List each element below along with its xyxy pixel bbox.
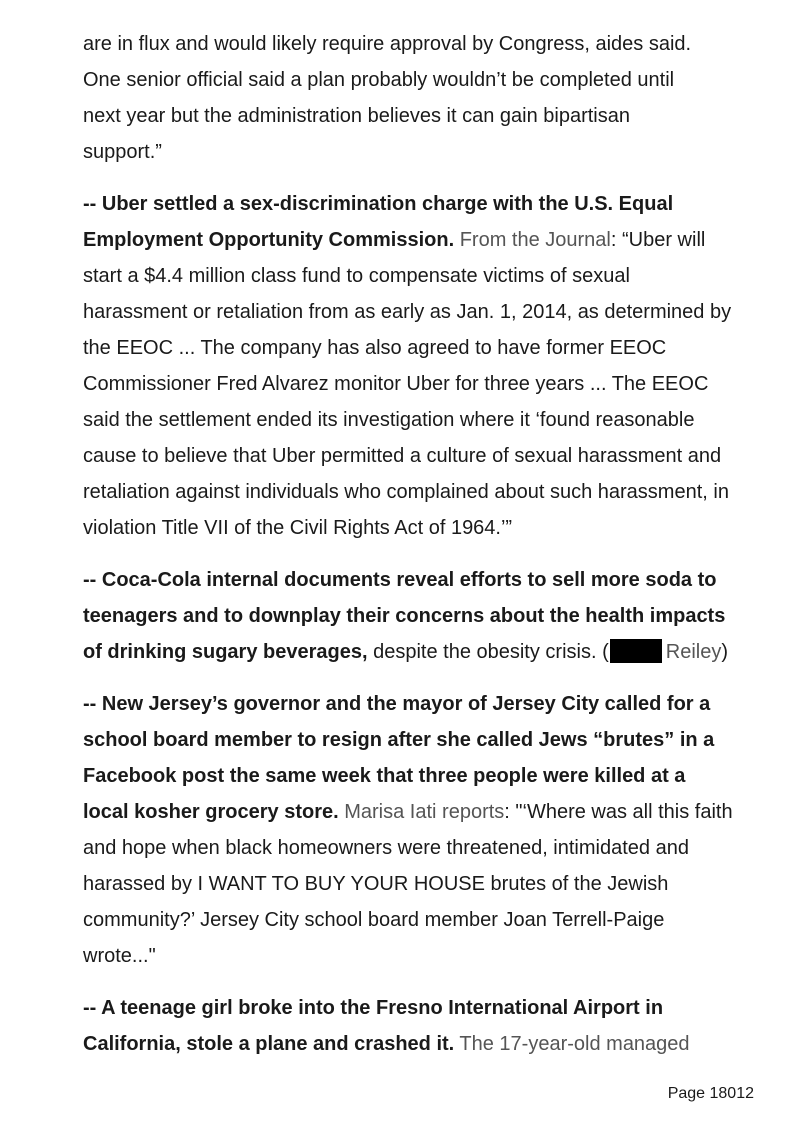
document-body [83, 26, 733, 1078]
byline-link-reiley[interactable]: Reiley [665, 641, 722, 663]
body-text-coca-cola: despite the obesity crisis. ( [367, 641, 609, 663]
body-text-uber: : “Uber will start a $4.4 million class fund to compensate victims of sexual harassment or retaliation from as early as Jan. 1, 2014, as determined by the EEOC ... The company has also agreed to have former EEOC Commissioner Fred Alvarez monitor Uber for three years ... The EEOC said the settlement ended its investigation where it ‘found reasonable cause to believe that Uber permitted a culture of sexual harassment and retaliation against individuals who complained about such harassment, in violation Title VII of the Civil Rights Act of 1964.’” [83, 229, 732, 539]
closing-paren: ) [721, 641, 728, 663]
page-number: Page 18012 [667, 1085, 754, 1102]
source-link-journal[interactable]: From the Journal [459, 229, 611, 251]
paragraph-coca-cola [83, 562, 733, 670]
paragraph-fresno [83, 990, 733, 1062]
text-line: support.” [83, 141, 162, 163]
body-text-fresno: The 17-year-old managed [454, 1033, 690, 1055]
headline-new-jersey: -- New Jersey’s governor and the mayor of Jersey City called for a school board member to resign after she called Jews “brutes” in a Facebook post the same week that three people were killed at a local kosher grocery store. [83, 693, 715, 823]
paragraph-congress-plan [83, 26, 733, 170]
headline-uber: -- Uber settled a sex-discrimination charge with the U.S. Equal Employment Opportunity Commission. [83, 193, 674, 251]
text-line: are in flux and would likely require approval by Congress, aides said. [83, 33, 692, 55]
text-line: One senior official said a plan probably wouldn’t be completed until [83, 69, 675, 91]
paragraph-new-jersey [83, 686, 733, 974]
redaction-block [610, 639, 662, 663]
text-line: next year but the administration believes it can gain bipartisan [83, 105, 630, 127]
body-text-new-jersey: : "‘Where was all this faith and hope when black homeowners were threatened, intimidated and harassed by I WANT TO BUY YOUR HOUSE brutes of the Jewish community?’ Jersey City school board member Joan Terrell-Paige wrote..." [83, 801, 733, 967]
paragraph-uber [83, 186, 733, 546]
headline-fresno: -- A teenage girl broke into the Fresno International Airport in California, stole a plane and crashed it. [83, 997, 664, 1055]
source-link-marisa-iati[interactable]: Marisa Iati reports [344, 801, 505, 823]
headline-coca-cola: -- Coca-Cola internal documents reveal efforts to sell more soda to teenagers and to downplay their concerns about the health impacts of drinking sugary beverages, [83, 569, 726, 663]
